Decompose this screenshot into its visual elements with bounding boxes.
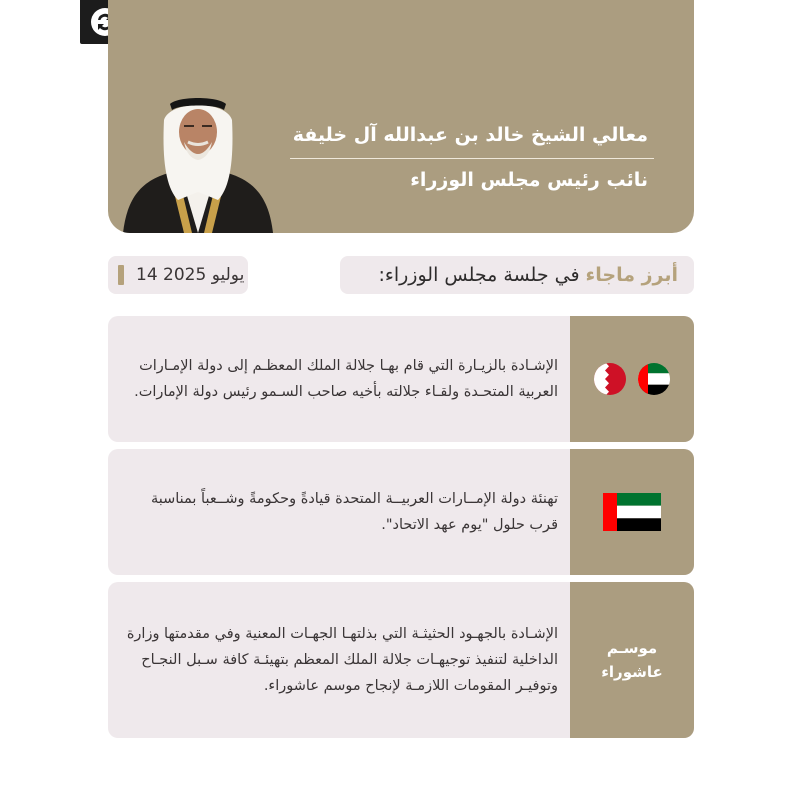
uae-circle-flag-icon	[637, 362, 671, 396]
highlight-item-1	[108, 316, 694, 442]
section-title	[340, 256, 694, 294]
section-title-accent: أبرز ماجاء	[585, 264, 678, 286]
uae-flag-icon	[603, 493, 661, 531]
item-3-text	[122, 582, 558, 738]
bahrain-flag-icon	[593, 362, 627, 396]
official-role: نائب رئيس مجلس الوزراء	[410, 169, 648, 191]
header-banner	[108, 0, 694, 233]
item-3-label	[601, 636, 662, 684]
item-3-paragraph: الإشـادة بالجهـود الحثيثـة التي بذلتهـا الجهـات المعنية وفي مقدمتها وزارة الداخلية لتنفيذ توجيهـات جلالة الملك المعظم بتهيئـة كافة سـبل النجـاح وتوفيـر المقومات اللازمـة لإنجاح موسم عاشوراء.	[126, 626, 558, 694]
highlight-item-2	[108, 449, 694, 575]
date-accent-bar	[118, 265, 124, 285]
highlight-item-3	[108, 582, 694, 738]
item-1-text	[122, 316, 558, 442]
portrait-image	[118, 80, 278, 233]
item-2-paragraph: تهنئة دولة الإمــارات العربيــة المتحدة قيادةً وحكومةً وشــعباً بمناسبة قرب حلول "يوم عهد الاتحاد".	[150, 491, 558, 533]
item-3-badge-panel	[570, 582, 694, 738]
official-name: معالي الشيخ خالد بن عبدالله آل خليفة	[292, 124, 648, 146]
uae-and-bahrain-flags-icon	[593, 362, 671, 396]
session-date: 14 يوليو 2025	[136, 265, 245, 285]
item-1-badge-panel	[570, 316, 694, 442]
item-3-label-line-1: موسـم	[606, 639, 658, 657]
item-2-text	[122, 449, 558, 575]
section-title-rest: في جلسة مجلس الوزراء:	[378, 264, 580, 286]
item-2-badge-panel	[570, 449, 694, 575]
item-3-label-line-2: عاشوراء	[601, 663, 663, 681]
date-chip	[108, 256, 248, 294]
header-divider	[290, 158, 654, 159]
item-1-paragraph: الإشـادة بالزيـارة التي قام بهـا جلالة الملك المعظـم إلى دولة الإمـارات العربية المتحـدة ولقـاء جلالته بأخيه صاحب السـمو رئيس دولة الإمارات.	[134, 358, 558, 400]
